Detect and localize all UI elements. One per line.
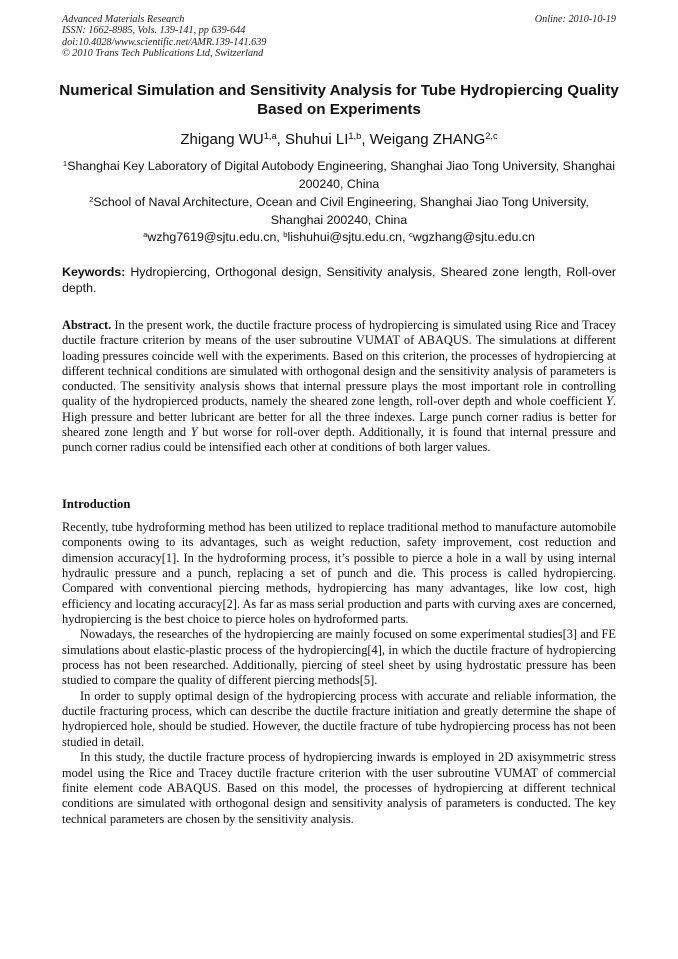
introduction-body — [62, 520, 616, 827]
email-marker: b — [283, 229, 288, 239]
paper-title: Numerical Simulation and Sensitivity Analysis for Tube Hydropiercing Quality Based on Experiments — [59, 82, 619, 118]
author-separator: , — [276, 131, 285, 148]
author-list — [40, 131, 638, 149]
author-name: Zhigang WU — [180, 131, 264, 148]
abstract-text: . High pressure and better lubricant are better for all the three indexes. Large punch corner radius is better for sheared zone length and — [62, 394, 616, 440]
author-name: Weigang ZHANG — [369, 131, 486, 148]
keywords-text: Hydropiercing, Orthogonal design, Sensitivity analysis, Sheared zone length, Roll-over depth. — [62, 265, 616, 295]
author-superscript: 1,b — [348, 130, 362, 141]
journal-header — [62, 14, 266, 60]
journal-issn: ISSN: 1662-8985, Vols. 139-141, pp 639-644 — [62, 25, 246, 37]
affiliation-text: School of Naval Architecture, Ocean and Civil Engineering, Shanghai Jiao Tong University, Shanghai 200240, China — [93, 195, 589, 227]
abstract-symbol: Y — [190, 425, 198, 440]
affiliation-1 — [62, 158, 616, 193]
journal-name: Advanced Materials Research — [62, 14, 185, 25]
abstract-symbol: Y — [605, 394, 613, 409]
paragraph: Recently, tube hydroforming method has been utilized to replace traditional method to manufacture automobile components owing to its advantages, such as weight reduction, safety improvement, cost reduction and dimension accuracy[1]. In the hydroforming process, it’s possible to pierce a hole in a wall by using internal hydraulic pressure and a punch, replacing a set of punch and die. This process is called hydropiercing. Compared with conventional piercing methods, hydropiercing has many advantages, like low cost, high efficiency and locating accuracy[2]. As far as mass serial production and parts with curving axes are concerned, hydropiercing is the best choice to pierce holes on hydroformed parts. — [62, 520, 616, 627]
journal-copyright: © 2010 Trans Tech Publications Ltd, Switzerland — [62, 48, 264, 60]
keywords — [62, 264, 616, 296]
abstract-text: In the present work, the ductile fracture process of hydropiercing is simulated using Rice and Tracey ductile fracture criterion by means of the user subroutine VUMAT of ABAQUS. The simulations at different loading pressures coincide well with the experiments. Based on this criterion, the processes of hydropiercing at different technical conditions are simulated with orthogonal design and the sensitivity analysis of parameters is conducted. The sensitivity analysis shows that internal pressure plays the most important role in controlling quality of the hydropierced products, namely the sheared zone length, roll-over depth and whole coefficient — [62, 318, 616, 409]
email-address: wgzhang@sjtu.edu.cn — [412, 230, 535, 244]
email-separator: , — [402, 230, 409, 244]
author-name: Shuhui LI — [284, 131, 349, 148]
affiliation-2 — [62, 194, 616, 229]
author-emails — [62, 230, 616, 245]
abstract — [62, 318, 616, 456]
affiliation-marker: 2 — [89, 194, 94, 204]
paragraph: In order to supply optimal design of the hydropiercing process with accurate and reliable information, the ductile fracturing process, which can describe the ductile fracture initiation and greatly determine the shape of hydropierced hole, should be studied. However, the ductile fracture of tube hydropiercing process has not been studied in detail. — [62, 688, 616, 749]
email-address: lishuhui@sjtu.edu.cn — [287, 230, 403, 244]
abstract-text: but worse for roll-over depth. Additionally, it is found that internal pressure and punch corner radius could be intensified each other at conditions of both larger values. — [62, 425, 616, 455]
online-date: Online: 2010-10-19 — [534, 14, 616, 25]
section-heading-introduction: Introduction — [62, 497, 131, 511]
email-marker: a — [143, 229, 148, 239]
email-address: wzhg7619@sjtu.edu.cn — [147, 230, 277, 244]
journal-doi: doi:10.4028/www.scientific.net/AMR.139-141.639 — [62, 36, 267, 48]
keywords-label: Keywords: — [62, 265, 126, 279]
author-superscript: 1,a — [263, 130, 277, 141]
author-superscript: 2,c — [485, 130, 498, 141]
email-marker: c — [408, 229, 413, 239]
abstract-label: Abstract. — [62, 318, 112, 332]
author-separator: , — [361, 131, 370, 148]
email-separator: , — [276, 230, 284, 244]
affiliation-marker: 1 — [62, 158, 68, 168]
affiliation-text: Shanghai Key Laboratory of Digital Autobody Engineering, Shanghai Jiao Tong University, Shanghai 200240, China — [67, 159, 616, 191]
paragraph: In this study, the ductile fracture process of hydropiercing inwards is employed in 2D axisymmetric stress model using the Rice and Tracey ductile fracture criterion with the user subroutine VUMAT of commercial finite element code ABAQUS. Based on this model, the processes of hydropiercing at different technical conditions are simulated with orthogonal design and sensitivity analysis of parameters is conducted. The key technical parameters are chosen by the sensitivity analysis. — [62, 750, 616, 826]
paragraph: Nowadays, the researches of the hydropiercing are mainly focused on some experimental studies[3] and FE simulations about elastic-plastic process of the hydropiercing[4], in which the ductile fracture of hydropiercing process has not been researched. Additionally, piercing of steel sheet by using hydrostatic pressure has been studied to compare the quality of different piercing methods[5]. — [62, 627, 616, 688]
